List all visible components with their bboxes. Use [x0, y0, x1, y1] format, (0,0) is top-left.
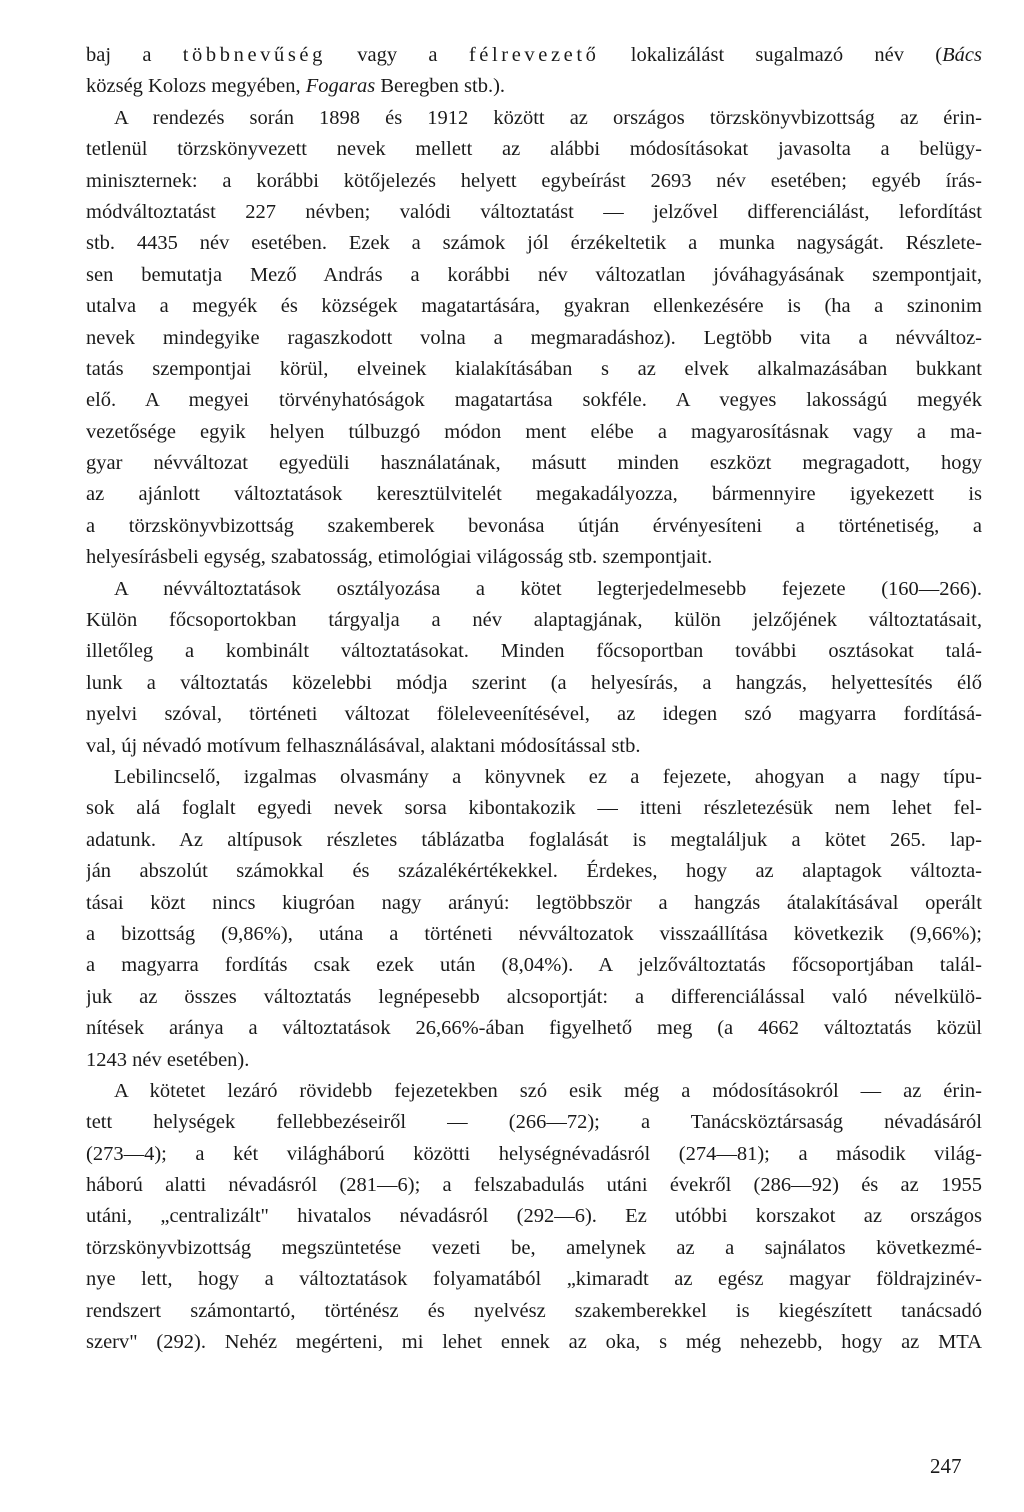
text-line: lunk a változtatás közelebbi módja szerint (a helyesírás, a hangzás, helyettesítés élő	[86, 671, 982, 694]
text-line: rendszert számontartó, történész és nyelvész szakemberekkel is kiegészített tanácsadó	[86, 1299, 982, 1322]
spaced-term: többnevűség	[182, 44, 326, 66]
italic-place-name: Fogaras	[305, 75, 376, 98]
text-line: miniszternek: a korábbi kötőjelezés helyett egybeírást 2693 név esetében; egyéb írás-	[86, 169, 982, 192]
article-body	[86, 40, 982, 1358]
text-line: tatás szempontjai körül, elveinek kialakításában s az elvek alkalmazásában bukkant	[86, 357, 982, 380]
text-line: elő. A megyei törvényhatóságok magatartása sokféle. A vegyes lakosságú megyék	[86, 389, 982, 412]
text-line: község Kolozs megyében, Fogaras Beregben stb.).	[86, 75, 506, 98]
text-line: nye lett, hogy a változtatások folyamatából „kimaradt az egész magyar földrajzinév-	[86, 1268, 982, 1291]
text-line: gyar névváltozat egyedüli használatának, másutt minden eszközt megragadott, hogy	[86, 452, 982, 475]
text-line: tásai közt nincs kiugróan nagy arányú: legtöbbször a hangzás átalakításával operált	[86, 891, 982, 914]
text-line: baj a többnevűség vagy a félrevezető lokalizálást sugalmazó név (Bács	[86, 44, 982, 66]
text-line: vezetősége egyik helyen túlbuzgó módon ment elébe a magyarosításnak vagy a ma-	[86, 420, 982, 443]
spaced-term: félrevezető	[468, 44, 600, 66]
paragraph-first-line: Lebilincselő, izgalmas olvasmány a könyvnek ez a fejezete, ahogyan a nagy típu-	[114, 765, 982, 788]
text-line: sen bemutatja Mező András a korábbi név változatlan jóváhagyásának szempontjait,	[86, 263, 982, 286]
text-line: háború alatti névadásról (281—6); a felszabadulás utáni évekről (286—92) és az 1955	[86, 1174, 982, 1197]
text-line: tetlenül törzskönyvezett nevek mellett az alábbi módosításokat javasolta a belügy-	[86, 138, 982, 161]
text-line: szerv" (292). Nehéz megérteni, mi lehet ennek az oka, s még nehezebb, hogy az MTA	[86, 1331, 982, 1354]
text-line: stb. 4435 név esetében. Ezek a számok jól érzékeltetik a munka nagyságát. Részlete-	[86, 232, 982, 255]
text-line: ján abszolút számokkal és százalékértékekkel. Érdekes, hogy az alaptagok változta-	[86, 860, 982, 883]
text-line: utalva a megyék és községek magatartására, gyakran ellenkezésére is (ha a szinonim	[86, 295, 982, 318]
paragraph-first-line: A rendezés során 1898 és 1912 között az országos törzskönyvbizottság az érin-	[114, 106, 982, 129]
text-line: 1243 név esetében).	[86, 1048, 250, 1071]
text-line: tett helységek fellebbezéseiről — (266—72); a Tanácsköztársaság névadásáról	[86, 1111, 982, 1134]
italic-place-name: Bács	[942, 44, 982, 66]
text-line: nítések aránya a változtatások 26,66%-ában figyelhető meg (a 4662 változtatás közül	[86, 1017, 982, 1040]
text-line: módváltoztatást 227 névben; valódi változtatást — jelzővel differenciálást, lefordítást	[86, 200, 982, 223]
text-line: sok alá foglalt egyedi nevek sorsa kibontakozik — itteni részletezésük nem lehet fel-	[86, 797, 982, 820]
page-number: 247	[930, 1454, 962, 1478]
text-line: utáni, „centralizált" hivatalos névadásról (292—6). Ez utóbbi korszakot az országos	[86, 1205, 982, 1228]
text-line: a magyarra fordítás csak ezek után (8,04%). A jelzőváltoztatás főcsoportjában talál-	[86, 954, 982, 977]
text-line: illetőleg a kombinált változtatásokat. Minden főcsoportban további osztásokat talá-	[86, 640, 982, 663]
text-line: nyelvi szóval, történeti változat föleleveenítésével, az idegen szó magyarra fordításá-	[86, 703, 982, 726]
text-line: helyesírásbeli egység, szabatosság, etimológiai világosság stb. szempontjait.	[86, 546, 713, 569]
text-line: Külön főcsoportokban tárgyalja a név alaptagjának, külön jelzőjének változtatásait,	[86, 609, 982, 632]
paragraph-first-line: A kötetet lezáró rövidebb fejezetekben szó esik még a módosításokról — az érin-	[114, 1079, 982, 1102]
paragraph-first-line: A névváltoztatások osztályozása a kötet legterjedelmesebb fejezete (160—266).	[114, 577, 982, 600]
text-line: a törzskönyvbizottság szakemberek bevonása útján érvényesíteni a történetiség, a	[86, 514, 982, 537]
text-line: juk az összes változtatás legnépesebb alcsoportját: a differenciálással való névelkülö-	[86, 985, 982, 1008]
text-line: a bizottság (9,86%), utána a történeti névváltozatok visszaállítása következik (9,66%);	[86, 922, 982, 945]
text-line: nevek mindegyike ragaszkodott volna a megmaradáshoz). Legtöbb vita a névváltoz-	[86, 326, 982, 349]
text-line: adatunk. Az altípusok részletes táblázatba foglalását is megtaláljuk a kötet 265. lap-	[86, 828, 982, 851]
text-line: az ajánlott változtatások keresztülvitelét megakadályozza, bármennyire igyekezett is	[86, 483, 982, 506]
text-line: val, új névadó motívum felhasználásával, alaktani módosítással stb.	[86, 734, 641, 757]
text-line: (273—4); a két világháború közötti helységnévadásról (274—81); a második világ-	[86, 1142, 982, 1165]
text-line: törzskönyvbizottság megszüntetése vezeti be, amelynek az a sajnálatos következmé-	[86, 1236, 982, 1259]
